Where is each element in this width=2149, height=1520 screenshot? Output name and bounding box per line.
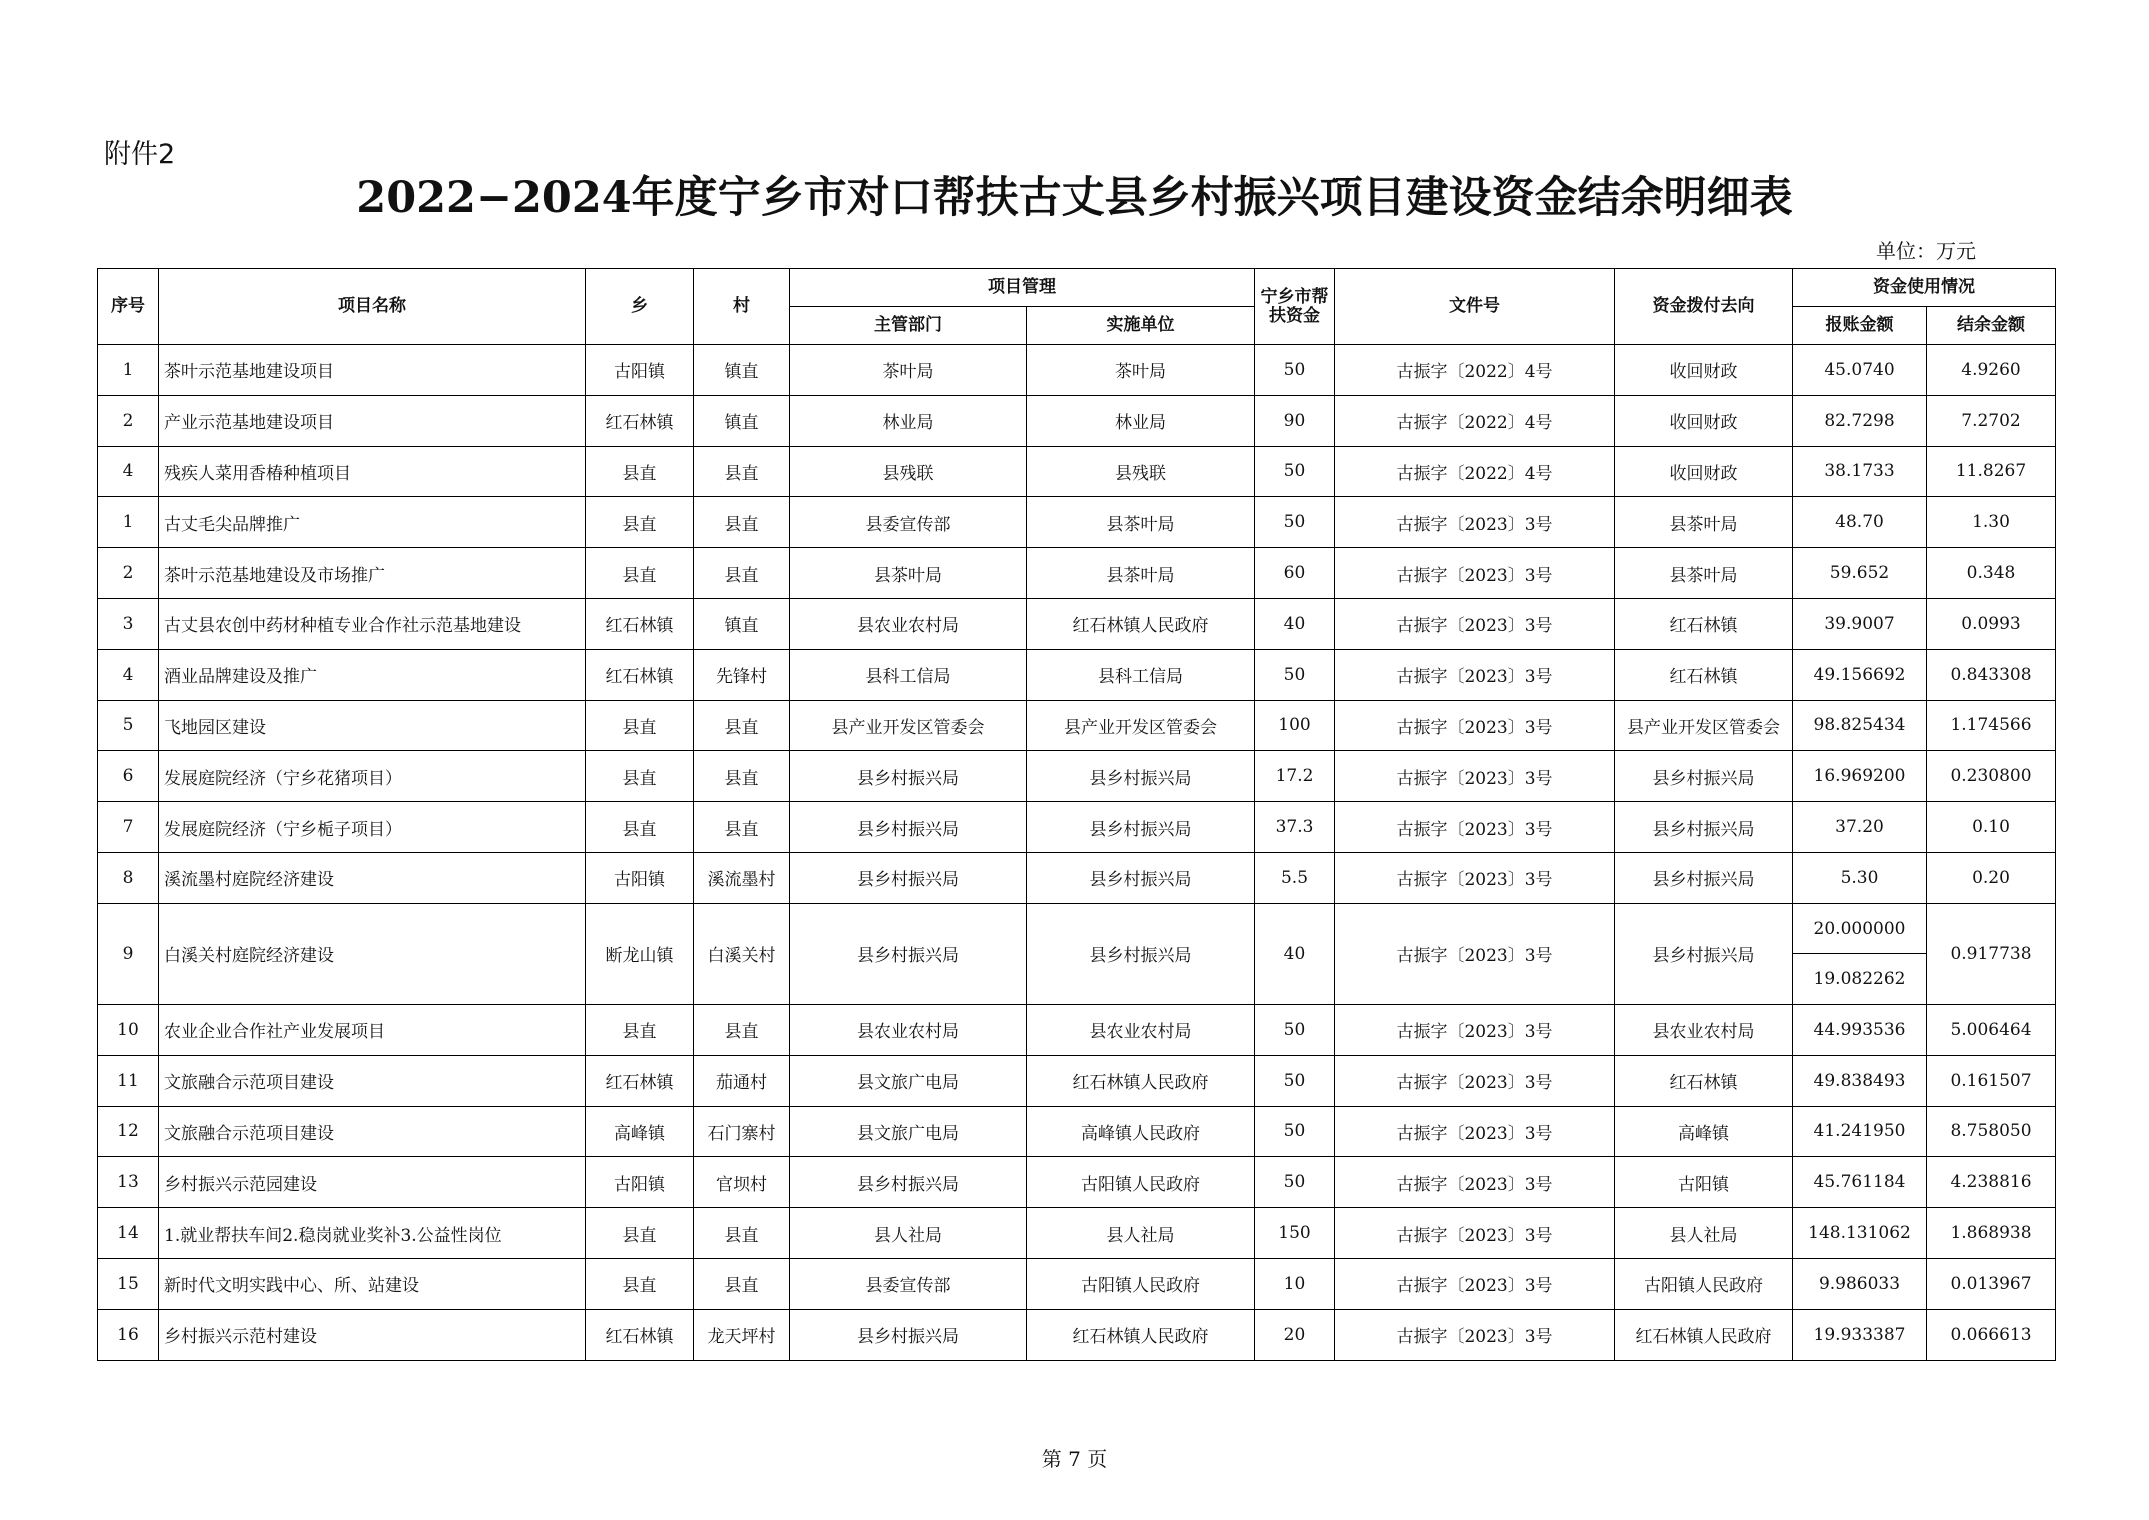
cell-seq: 3 [98, 598, 159, 649]
cell-balance: 1.174566 [1927, 700, 2056, 751]
cell-town: 红石林镇 [586, 1055, 694, 1106]
cell-village: 溪流墨村 [694, 852, 790, 903]
cell-name: 白溪关村庭院经济建设 [159, 903, 586, 1004]
cell-impl: 县科工信局 [1027, 649, 1255, 700]
table-row [98, 446, 2056, 497]
cell-name: 古丈县农创中药材种植专业合作社示范基地建设 [159, 598, 586, 649]
cell-name: 农业企业合作社产业发展项目 [159, 1004, 586, 1055]
header-seq: 序号 [98, 269, 159, 345]
cell-village: 县直 [694, 548, 790, 599]
header-doc-number: 文件号 [1335, 269, 1615, 345]
cell-dept: 县乡村振兴局 [790, 751, 1027, 802]
cell-doc: 古振字〔2023〕3号 [1335, 751, 1615, 802]
cell-dept: 林业局 [790, 395, 1027, 446]
cell-impl: 县茶叶局 [1027, 497, 1255, 548]
cell-balance: 0.20 [1927, 852, 2056, 903]
cell-seq: 2 [98, 395, 159, 446]
cell-name: 茶叶示范基地建设项目 [159, 345, 586, 396]
cell-dest: 县人社局 [1615, 1208, 1793, 1259]
cell-reported: 45.0740 [1793, 345, 1927, 396]
cell-balance: 11.8267 [1927, 446, 2056, 497]
cell-impl: 县乡村振兴局 [1027, 751, 1255, 802]
cell-village: 镇直 [694, 395, 790, 446]
cell-dept: 县茶叶局 [790, 548, 1027, 599]
cell-balance: 4.238816 [1927, 1157, 2056, 1208]
cell-village: 石门寨村 [694, 1106, 790, 1157]
cell-impl: 县农业农村局 [1027, 1004, 1255, 1055]
table-row [98, 802, 2056, 853]
table-row [98, 1208, 2056, 1259]
cell-doc: 古振字〔2023〕3号 [1335, 1309, 1615, 1360]
header-balance-amount: 结余金额 [1927, 307, 2056, 345]
cell-impl: 红石林镇人民政府 [1027, 598, 1255, 649]
table-row [98, 1309, 2056, 1360]
cell-name: 产业示范基地建设项目 [159, 395, 586, 446]
cell-reported: 9.986033 [1793, 1258, 1927, 1309]
cell-dest: 红石林镇 [1615, 598, 1793, 649]
cell-impl: 县残联 [1027, 446, 1255, 497]
cell-name: 乡村振兴示范园建设 [159, 1157, 586, 1208]
cell-impl: 县乡村振兴局 [1027, 903, 1255, 1004]
cell-impl: 茶叶局 [1027, 345, 1255, 396]
table-row [98, 1004, 2056, 1055]
cell-name: 发展庭院经济（宁乡栀子项目） [159, 802, 586, 853]
cell-balance: 5.006464 [1927, 1004, 2056, 1055]
cell-town: 县直 [586, 1004, 694, 1055]
table-row [98, 700, 2056, 751]
cell-dest: 县产业开发区管委会 [1615, 700, 1793, 751]
cell-dept: 茶叶局 [790, 345, 1027, 396]
cell-dept: 县委宣传部 [790, 1258, 1027, 1309]
cell-village: 县直 [694, 802, 790, 853]
cell-impl: 红石林镇人民政府 [1027, 1309, 1255, 1360]
cell-impl: 林业局 [1027, 395, 1255, 446]
unit-label: 单位：万元 [1876, 239, 1976, 263]
cell-fund: 5.5 [1255, 852, 1335, 903]
cell-name: 茶叶示范基地建设及市场推广 [159, 548, 586, 599]
cell-village: 县直 [694, 497, 790, 548]
cell-name: 酒业品牌建设及推广 [159, 649, 586, 700]
cell-village: 镇直 [694, 345, 790, 396]
cell-fund: 150 [1255, 1208, 1335, 1259]
cell-dest: 古阳镇人民政府 [1615, 1258, 1793, 1309]
cell-balance: 1.868938 [1927, 1208, 2056, 1259]
cell-impl: 古阳镇人民政府 [1027, 1258, 1255, 1309]
cell-seq: 11 [98, 1055, 159, 1106]
cell-dept: 县农业农村局 [790, 1004, 1027, 1055]
cell-seq: 9 [98, 903, 159, 1004]
cell-dest: 县茶叶局 [1615, 548, 1793, 599]
cell-reported: 41.241950 [1793, 1106, 1927, 1157]
cell-village: 县直 [694, 751, 790, 802]
cell-fund: 50 [1255, 649, 1335, 700]
cell-dest: 县茶叶局 [1615, 497, 1793, 548]
cell-fund: 50 [1255, 1106, 1335, 1157]
cell-village: 县直 [694, 1258, 790, 1309]
cell-fund: 90 [1255, 395, 1335, 446]
cell-seq: 2 [98, 548, 159, 599]
cell-town: 高峰镇 [586, 1106, 694, 1157]
cell-balance: 0.013967 [1927, 1258, 2056, 1309]
header-fund-destination: 资金拨付去向 [1615, 269, 1793, 345]
table-row [98, 903, 2056, 954]
attachment-label: 附件2 [104, 139, 176, 170]
cell-dest: 县农业农村局 [1615, 1004, 1793, 1055]
cell-doc: 古振字〔2023〕3号 [1335, 1157, 1615, 1208]
cell-dest: 县乡村振兴局 [1615, 751, 1793, 802]
cell-balance: 7.2702 [1927, 395, 2056, 446]
cell-village: 官坝村 [694, 1157, 790, 1208]
page-number: 第 7 页 [1041, 1447, 1108, 1471]
cell-dept: 县乡村振兴局 [790, 903, 1027, 1004]
cell-balance: 0.066613 [1927, 1309, 2056, 1360]
cell-town: 红石林镇 [586, 1309, 694, 1360]
cell-impl: 红石林镇人民政府 [1027, 1055, 1255, 1106]
cell-balance: 1.30 [1927, 497, 2056, 548]
cell-dept: 县产业开发区管委会 [790, 700, 1027, 751]
cell-fund: 50 [1255, 497, 1335, 548]
cell-fund: 50 [1255, 1157, 1335, 1208]
cell-impl: 县茶叶局 [1027, 548, 1255, 599]
cell-reported: 49.156692 [1793, 649, 1927, 700]
cell-fund: 10 [1255, 1258, 1335, 1309]
header-fund-usage: 资金使用情况 [1793, 269, 2056, 307]
cell-doc: 古振字〔2023〕3号 [1335, 548, 1615, 599]
header-project-management: 项目管理 [790, 269, 1255, 307]
cell-reported: 49.838493 [1793, 1055, 1927, 1106]
table-row [98, 1106, 2056, 1157]
cell-name: 新时代文明实践中心、所、站建设 [159, 1258, 586, 1309]
cell-reported: 82.7298 [1793, 395, 1927, 446]
cell-dept: 县残联 [790, 446, 1027, 497]
cell-seq: 14 [98, 1208, 159, 1259]
cell-seq: 8 [98, 852, 159, 903]
cell-village: 茄通村 [694, 1055, 790, 1106]
cell-town: 断龙山镇 [586, 903, 694, 1004]
cell-dept: 县农业农村局 [790, 598, 1027, 649]
cell-impl: 县产业开发区管委会 [1027, 700, 1255, 751]
cell-doc: 古振字〔2023〕3号 [1335, 1208, 1615, 1259]
cell-fund: 60 [1255, 548, 1335, 599]
cell-doc: 古振字〔2023〕3号 [1335, 852, 1615, 903]
cell-reported: 20.000000 [1793, 903, 1927, 954]
cell-impl: 古阳镇人民政府 [1027, 1157, 1255, 1208]
cell-village: 县直 [694, 1208, 790, 1259]
table-row [98, 497, 2056, 548]
cell-dest: 高峰镇 [1615, 1106, 1793, 1157]
cell-town: 县直 [586, 548, 694, 599]
cell-town: 古阳镇 [586, 1157, 694, 1208]
cell-name: 文旅融合示范项目建设 [159, 1106, 586, 1157]
cell-village: 县直 [694, 446, 790, 497]
cell-dest: 收回财政 [1615, 345, 1793, 396]
header-reported-amount: 报账金额 [1793, 307, 1927, 345]
table-row [98, 649, 2056, 700]
cell-dept: 县科工信局 [790, 649, 1027, 700]
cell-dept: 县文旅广电局 [790, 1055, 1027, 1106]
cell-dest: 收回财政 [1615, 395, 1793, 446]
cell-town: 古阳镇 [586, 345, 694, 396]
cell-reported: 5.30 [1793, 852, 1927, 903]
table-row [98, 1258, 2056, 1309]
cell-balance: 0.348 [1927, 548, 2056, 599]
cell-name: 古丈毛尖品牌推广 [159, 497, 586, 548]
cell-fund: 37.3 [1255, 802, 1335, 853]
cell-balance: 8.758050 [1927, 1106, 2056, 1157]
cell-seq: 1 [98, 345, 159, 396]
cell-dest: 县乡村振兴局 [1615, 852, 1793, 903]
cell-impl: 县乡村振兴局 [1027, 852, 1255, 903]
cell-dept: 县文旅广电局 [790, 1106, 1027, 1157]
cell-dest: 县乡村振兴局 [1615, 802, 1793, 853]
cell-dept: 县乡村振兴局 [790, 1157, 1027, 1208]
cell-town: 县直 [586, 1258, 694, 1309]
cell-doc: 古振字〔2023〕3号 [1335, 1258, 1615, 1309]
cell-reported: 45.761184 [1793, 1157, 1927, 1208]
cell-seq: 12 [98, 1106, 159, 1157]
page-title: 2022−2024年度宁乡市对口帮扶古丈县乡村振兴项目建设资金结余明细表 [356, 173, 1793, 223]
cell-fund: 50 [1255, 1055, 1335, 1106]
cell-village: 龙天坪村 [694, 1309, 790, 1360]
cell-town: 红石林镇 [586, 598, 694, 649]
cell-seq: 16 [98, 1309, 159, 1360]
cell-town: 古阳镇 [586, 852, 694, 903]
table-row [98, 345, 2056, 396]
cell-fund: 17.2 [1255, 751, 1335, 802]
cell-dest: 红石林镇人民政府 [1615, 1309, 1793, 1360]
cell-doc: 古振字〔2023〕3号 [1335, 649, 1615, 700]
cell-doc: 古振字〔2023〕3号 [1335, 700, 1615, 751]
cell-town: 县直 [586, 446, 694, 497]
cell-village: 白溪关村 [694, 903, 790, 1004]
cell-reported-2: 19.082262 [1793, 954, 1927, 1005]
cell-fund: 50 [1255, 446, 1335, 497]
table-row [98, 548, 2056, 599]
cell-seq: 13 [98, 1157, 159, 1208]
cell-name: 溪流墨村庭院经济建设 [159, 852, 586, 903]
cell-impl: 高峰镇人民政府 [1027, 1106, 1255, 1157]
cell-reported: 37.20 [1793, 802, 1927, 853]
cell-impl: 县乡村振兴局 [1027, 802, 1255, 853]
cell-balance: 0.230800 [1927, 751, 2056, 802]
cell-balance: 0.917738 [1927, 903, 2056, 1004]
cell-doc: 古振字〔2023〕3号 [1335, 598, 1615, 649]
cell-balance: 0.0993 [1927, 598, 2056, 649]
cell-fund: 20 [1255, 1309, 1335, 1360]
cell-seq: 15 [98, 1258, 159, 1309]
cell-name: 文旅融合示范项目建设 [159, 1055, 586, 1106]
table-row [98, 1055, 2056, 1106]
cell-doc: 古振字〔2023〕3号 [1335, 1004, 1615, 1055]
cell-doc: 古振字〔2023〕3号 [1335, 1055, 1615, 1106]
cell-name: 乡村振兴示范村建设 [159, 1309, 586, 1360]
cell-dest: 红石林镇 [1615, 1055, 1793, 1106]
table-row [98, 751, 2056, 802]
cell-reported: 19.933387 [1793, 1309, 1927, 1360]
cell-name: 发展庭院经济（宁乡花猪项目） [159, 751, 586, 802]
cell-name: 残疾人菜用香椿种植项目 [159, 446, 586, 497]
cell-impl: 县人社局 [1027, 1208, 1255, 1259]
cell-doc: 古振字〔2023〕3号 [1335, 1106, 1615, 1157]
cell-town: 县直 [586, 751, 694, 802]
cell-village: 县直 [694, 700, 790, 751]
cell-reported: 48.70 [1793, 497, 1927, 548]
table-row [98, 395, 2056, 446]
fund-balance-table [97, 268, 2056, 1361]
header-village: 村 [694, 269, 790, 345]
table-body [98, 345, 2056, 1361]
cell-seq: 6 [98, 751, 159, 802]
cell-town: 县直 [586, 802, 694, 853]
cell-fund: 50 [1255, 1004, 1335, 1055]
cell-seq: 5 [98, 700, 159, 751]
cell-dept: 县乡村振兴局 [790, 802, 1027, 853]
cell-dest: 红石林镇 [1615, 649, 1793, 700]
cell-reported: 39.9007 [1793, 598, 1927, 649]
cell-reported: 16.969200 [1793, 751, 1927, 802]
cell-dest: 古阳镇 [1615, 1157, 1793, 1208]
cell-seq: 4 [98, 446, 159, 497]
cell-reported: 148.131062 [1793, 1208, 1927, 1259]
cell-village: 县直 [694, 1004, 790, 1055]
cell-town: 红石林镇 [586, 395, 694, 446]
cell-balance: 4.9260 [1927, 345, 2056, 396]
header-dept: 主管部门 [790, 307, 1027, 345]
cell-dept: 县人社局 [790, 1208, 1027, 1259]
cell-doc: 古振字〔2023〕3号 [1335, 903, 1615, 1004]
cell-doc: 古振字〔2022〕4号 [1335, 395, 1615, 446]
cell-balance: 0.161507 [1927, 1055, 2056, 1106]
cell-seq: 4 [98, 649, 159, 700]
cell-reported: 59.652 [1793, 548, 1927, 599]
cell-fund: 100 [1255, 700, 1335, 751]
table-row [98, 852, 2056, 903]
cell-town: 县直 [586, 1208, 694, 1259]
cell-balance: 0.843308 [1927, 649, 2056, 700]
cell-seq: 10 [98, 1004, 159, 1055]
cell-village: 先锋村 [694, 649, 790, 700]
table-row [98, 1157, 2056, 1208]
cell-dept: 县委宣传部 [790, 497, 1027, 548]
cell-doc: 古振字〔2023〕3号 [1335, 497, 1615, 548]
cell-seq: 1 [98, 497, 159, 548]
cell-fund: 40 [1255, 598, 1335, 649]
cell-seq: 7 [98, 802, 159, 853]
header-fund: 宁乡市帮扶资金 [1255, 269, 1335, 345]
cell-dept: 县乡村振兴局 [790, 1309, 1027, 1360]
cell-doc: 古振字〔2023〕3号 [1335, 802, 1615, 853]
cell-dest: 县乡村振兴局 [1615, 903, 1793, 1004]
cell-fund: 50 [1255, 345, 1335, 396]
cell-reported: 38.1733 [1793, 446, 1927, 497]
cell-village: 镇直 [694, 598, 790, 649]
header-project-name: 项目名称 [159, 269, 586, 345]
cell-balance: 0.10 [1927, 802, 2056, 853]
cell-name: 1.就业帮扶车间2.稳岗就业奖补3.公益性岗位 [159, 1208, 586, 1259]
cell-doc: 古振字〔2022〕4号 [1335, 446, 1615, 497]
cell-reported: 44.993536 [1793, 1004, 1927, 1055]
table-row [98, 598, 2056, 649]
cell-town: 红石林镇 [586, 649, 694, 700]
cell-name: 飞地园区建设 [159, 700, 586, 751]
cell-town: 县直 [586, 700, 694, 751]
cell-dept: 县乡村振兴局 [790, 852, 1027, 903]
cell-doc: 古振字〔2022〕4号 [1335, 345, 1615, 396]
cell-fund: 40 [1255, 903, 1335, 1004]
header-impl-unit: 实施单位 [1027, 307, 1255, 345]
cell-dest: 收回财政 [1615, 446, 1793, 497]
cell-reported: 98.825434 [1793, 700, 1927, 751]
cell-town: 县直 [586, 497, 694, 548]
header-town: 乡 [586, 269, 694, 345]
